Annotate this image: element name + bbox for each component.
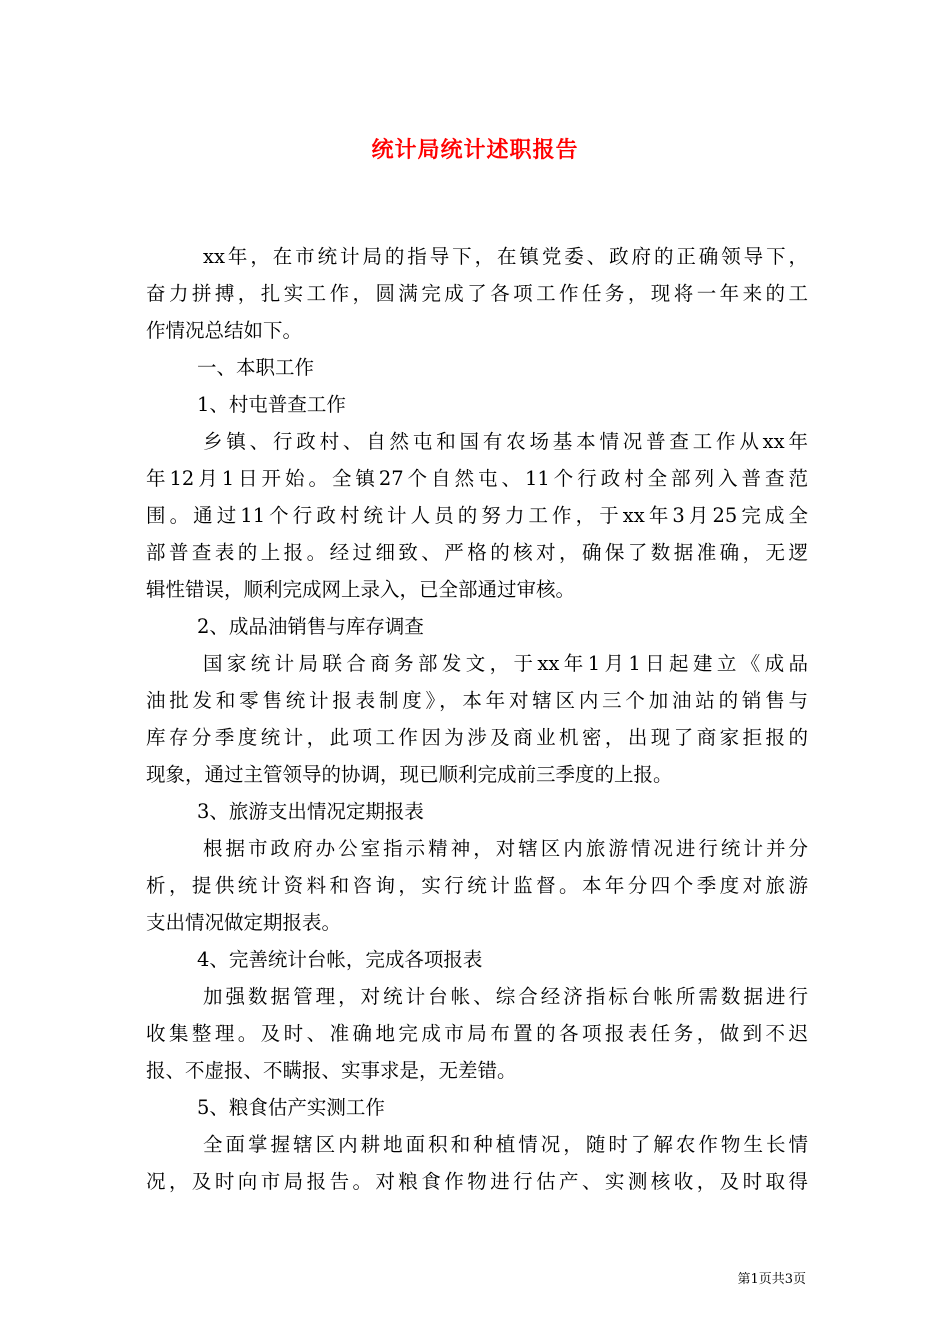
paragraph-line: 部普查表的上报。经过细致、严格的核对，确保了数据准确，无逻 [146,541,808,564]
paragraph-line: 奋力拼搏，扎实工作，圆满完成了各项工作任务，现将一年来的工 [146,282,808,305]
paragraph-line: 作情况总结如下。 [146,319,303,342]
document-body [146,238,808,1200]
subsection-heading: 4、完善统计台帐，完成各项报表 [197,948,483,971]
paragraph-line: 油批发和零售统计报表制度》，本年对辖区内三个加油站的销售与 [146,689,808,712]
paragraph-line: 辑性错误，顺利完成网上录入，已全部通过审核。 [146,578,576,601]
paragraph-line: 库存分季度统计，此项工作因为涉及商业机密，出现了商家拒报的 [146,726,808,749]
paragraph-line: 报、不虚报、不瞒报、实事求是，无差错。 [146,1059,517,1082]
subsection-heading: 3、旅游支出情况定期报表 [197,800,424,823]
paragraph-line: 加强数据管理，对统计台帐、综合经济指标台帐所需数据进行 [203,985,808,1008]
paragraph-line: 收集整理。及时、准确地完成市局布置的各项报表任务，做到不迟 [146,1022,808,1045]
subsection-heading: 5、粮食估产实测工作 [197,1096,385,1119]
paragraph-line: 全面掌握辖区内耕地面积和种植情况，随时了解农作物生长情 [203,1133,808,1156]
page-title: 统计局统计述职报告 [371,137,579,163]
page-number: 第1页共3页 [737,1272,806,1287]
paragraph-line: 析，提供统计资料和咨询，实行统计监督。本年分四个季度对旅游 [146,874,808,897]
paragraph-line: 年12月1日开始。全镇27个自然屯、11个行政村全部列入普查范 [146,467,808,490]
subsection-heading: 2、成品油销售与库存调查 [197,615,424,638]
paragraph-line: xx年，在市统计局的指导下，在镇党委、政府的正确领导下， [203,245,808,268]
paragraph-line: 支出情况做定期报表。 [146,911,342,934]
paragraph-line: 乡镇、行政村、自然屯和国有农场基本情况普查工作从xx年 [203,430,808,453]
subsection-heading: 1、村屯普查工作 [197,393,346,416]
paragraph-line: 围。通过11个行政村统计人员的努力工作，于xx年3月25完成全 [146,504,808,527]
paragraph-line: 现象，通过主管领导的协调，现已顺利完成前三季度的上报。 [146,763,673,786]
paragraph-line: 况，及时向市局报告。对粮食作物进行估产、实测核收，及时取得 [146,1170,808,1193]
paragraph-line: 根据市政府办公室指示精神，对辖区内旅游情况进行统计并分 [203,837,808,860]
section-heading: 一、本职工作 [197,356,315,379]
paragraph-line: 国家统计局联合商务部发文，于xx年1月1日起建立《成品 [203,652,808,675]
